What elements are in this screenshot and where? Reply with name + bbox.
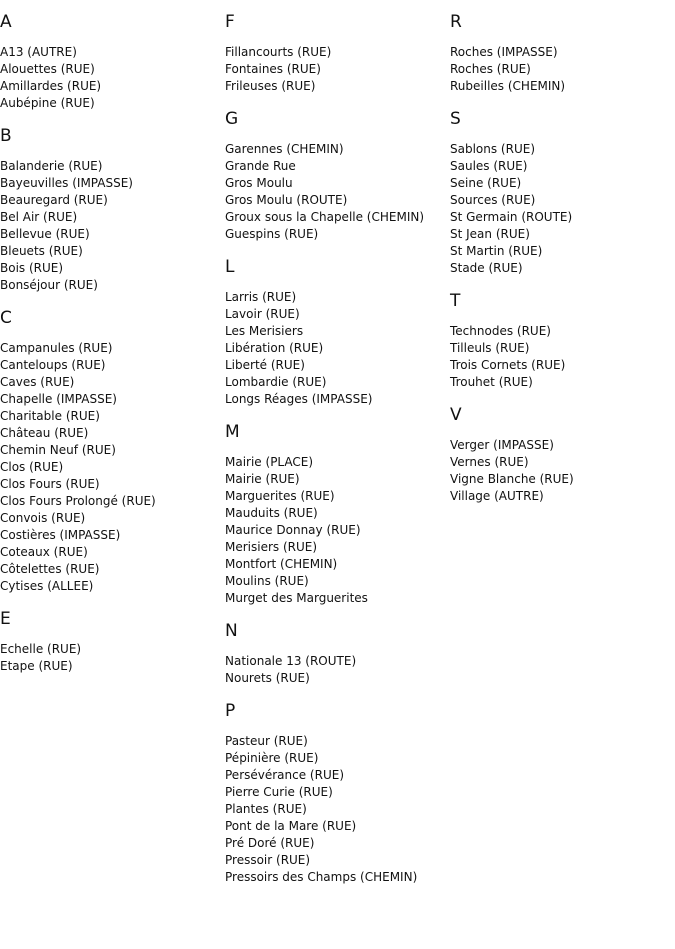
- letter-group: [450, 403, 670, 505]
- street-name: Plantes (RUE): [225, 802, 307, 816]
- letter-heading: R: [450, 12, 462, 32]
- street-name: Chapelle (IMPASSE): [0, 392, 117, 406]
- street-name: Bel Air (RUE): [0, 210, 78, 224]
- letter-heading: E: [0, 609, 11, 629]
- street-name: Longs Réages (IMPASSE): [225, 392, 373, 406]
- street-name: Grande Rue: [225, 159, 296, 173]
- street-list: [450, 323, 670, 391]
- letter-heading: G: [225, 109, 239, 129]
- street-list: [225, 454, 445, 607]
- letter-group: [225, 699, 445, 886]
- street-name: Saules (RUE): [450, 159, 528, 173]
- street-name: Groux sous la Chapelle (CHEMIN): [225, 210, 425, 224]
- street-name: Merisiers (RUE): [225, 540, 318, 554]
- street-name: Vernes (RUE): [450, 455, 529, 469]
- street-name: Technodes (RUE): [450, 324, 551, 338]
- street-name: Trouhet (RUE): [450, 375, 533, 389]
- street-name: Clos Fours Prolongé (RUE): [0, 494, 156, 508]
- street-name: Sablons (RUE): [450, 142, 536, 156]
- letter-heading: C: [0, 308, 12, 328]
- street-name: St Martin (RUE): [450, 244, 543, 258]
- street-name: Alouettes (RUE): [0, 62, 95, 76]
- street-name: Liberté (RUE): [225, 358, 305, 372]
- street-name: Seine (RUE): [450, 176, 522, 190]
- letter-group: [225, 107, 445, 243]
- letter-group: [450, 10, 670, 95]
- street-list: [0, 158, 220, 294]
- street-name: Gros Moulu: [225, 176, 293, 190]
- index-column: [225, 10, 445, 898]
- street-name: Gros Moulu (ROUTE): [225, 193, 348, 207]
- street-name: Beauregard (RUE): [0, 193, 108, 207]
- street-name: Côtelettes (RUE): [0, 562, 100, 576]
- street-name: Stade (RUE): [450, 261, 523, 275]
- letter-heading: F: [225, 12, 235, 32]
- street-name: Tilleuls (RUE): [450, 341, 530, 355]
- letter-heading: V: [450, 405, 462, 425]
- street-name: Vigne Blanche (RUE): [450, 472, 574, 486]
- street-list: [450, 437, 670, 505]
- street-list: [225, 44, 445, 95]
- street-name: Aubépine (RUE): [0, 96, 95, 110]
- letter-group: [0, 10, 220, 112]
- street-name: Marguerites (RUE): [225, 489, 335, 503]
- street-name: Pressoir (RUE): [225, 853, 311, 867]
- letter-group: [450, 289, 670, 391]
- letter-heading: P: [225, 701, 236, 721]
- street-name: Garennes (CHEMIN): [225, 142, 344, 156]
- street-name: Costières (IMPASSE): [0, 528, 121, 542]
- street-name: Bayeuvilles (IMPASSE): [0, 176, 133, 190]
- letter-heading: S: [450, 109, 461, 129]
- street-list: [0, 340, 220, 595]
- street-name: Bois (RUE): [0, 261, 64, 275]
- street-list: [225, 289, 445, 408]
- street-name: Pressoirs des Champs (CHEMIN): [225, 870, 418, 884]
- street-name: St Jean (RUE): [450, 227, 530, 241]
- street-name: Echelle (RUE): [0, 642, 82, 656]
- street-name: Château (RUE): [0, 426, 89, 440]
- street-name: Convois (RUE): [0, 511, 86, 525]
- letter-group: [225, 420, 445, 607]
- street-name: Caves (RUE): [0, 375, 75, 389]
- street-name: Fontaines (RUE): [225, 62, 321, 76]
- letter-group: [225, 10, 445, 95]
- street-list: [225, 141, 445, 243]
- street-name: Pierre Curie (RUE): [225, 785, 333, 799]
- street-name: Frileuses (RUE): [225, 79, 316, 93]
- street-name: Larris (RUE): [225, 290, 297, 304]
- street-name: Amillardes (RUE): [0, 79, 102, 93]
- street-name: Pasteur (RUE): [225, 734, 308, 748]
- street-name: Moulins (RUE): [225, 574, 309, 588]
- street-name: Bleuets (RUE): [0, 244, 83, 258]
- street-name: Cytises (ALLEE): [0, 579, 94, 593]
- street-list: [225, 653, 445, 687]
- letter-group: [0, 306, 220, 595]
- street-name: Campanules (RUE): [0, 341, 113, 355]
- street-list: [225, 733, 445, 886]
- letter-heading: T: [450, 291, 461, 311]
- street-list: [450, 44, 670, 95]
- street-name: Fillancourts (RUE): [225, 45, 332, 59]
- street-name: Les Merisiers: [225, 324, 304, 338]
- index-column: [0, 10, 220, 687]
- street-name: Montfort (CHEMIN): [225, 557, 338, 571]
- street-name: Roches (RUE): [450, 62, 531, 76]
- street-name: Libération (RUE): [225, 341, 324, 355]
- street-name: Bonséjour (RUE): [0, 278, 98, 292]
- street-name: Clos (RUE): [0, 460, 64, 474]
- street-list: [0, 44, 220, 112]
- letter-group: [225, 255, 445, 408]
- letter-heading: A: [0, 12, 12, 32]
- street-name: Mairie (RUE): [225, 472, 300, 486]
- street-name: A13 (AUTRE): [0, 45, 77, 59]
- letter-heading: L: [225, 257, 235, 277]
- street-list: [0, 641, 220, 675]
- street-name: Pont de la Mare (RUE): [225, 819, 357, 833]
- street-name: Sources (RUE): [450, 193, 536, 207]
- street-name: Mairie (PLACE): [225, 455, 314, 469]
- street-name: Roches (IMPASSE): [450, 45, 558, 59]
- letter-group: [0, 124, 220, 294]
- street-name: Maurice Donnay (RUE): [225, 523, 361, 537]
- street-name: Verger (IMPASSE): [450, 438, 554, 452]
- letter-group: [450, 107, 670, 277]
- letter-heading: M: [225, 422, 240, 442]
- street-name: Canteloups (RUE): [0, 358, 106, 372]
- street-name: Lombardie (RUE): [225, 375, 327, 389]
- street-name: Nationale 13 (ROUTE): [225, 654, 357, 668]
- street-name: Guespins (RUE): [225, 227, 319, 241]
- street-name: Lavoir (RUE): [225, 307, 300, 321]
- street-list: [450, 141, 670, 277]
- street-name: Murget des Marguerites: [225, 591, 368, 605]
- street-name: Village (AUTRE): [450, 489, 544, 503]
- street-name: Balanderie (RUE): [0, 159, 103, 173]
- street-name: Clos Fours (RUE): [0, 477, 100, 491]
- street-name: Trois Cornets (RUE): [450, 358, 566, 372]
- letter-heading: N: [225, 621, 238, 641]
- street-name: St Germain (ROUTE): [450, 210, 573, 224]
- letter-group: [225, 619, 445, 687]
- street-name: Chemin Neuf (RUE): [0, 443, 116, 457]
- street-name: Nourets (RUE): [225, 671, 310, 685]
- street-name: Rubeilles (CHEMIN): [450, 79, 566, 93]
- street-name: Etape (RUE): [0, 659, 73, 673]
- letter-group: [0, 607, 220, 675]
- street-name: Coteaux (RUE): [0, 545, 88, 559]
- index-column: [450, 10, 670, 517]
- street-name: Charitable (RUE): [0, 409, 100, 423]
- letter-heading: B: [0, 126, 12, 146]
- street-name: Persévérance (RUE): [225, 768, 344, 782]
- street-name: Mauduits (RUE): [225, 506, 318, 520]
- street-name: Pré Doré (RUE): [225, 836, 315, 850]
- street-name: Pépinière (RUE): [225, 751, 319, 765]
- street-name: Bellevue (RUE): [0, 227, 90, 241]
